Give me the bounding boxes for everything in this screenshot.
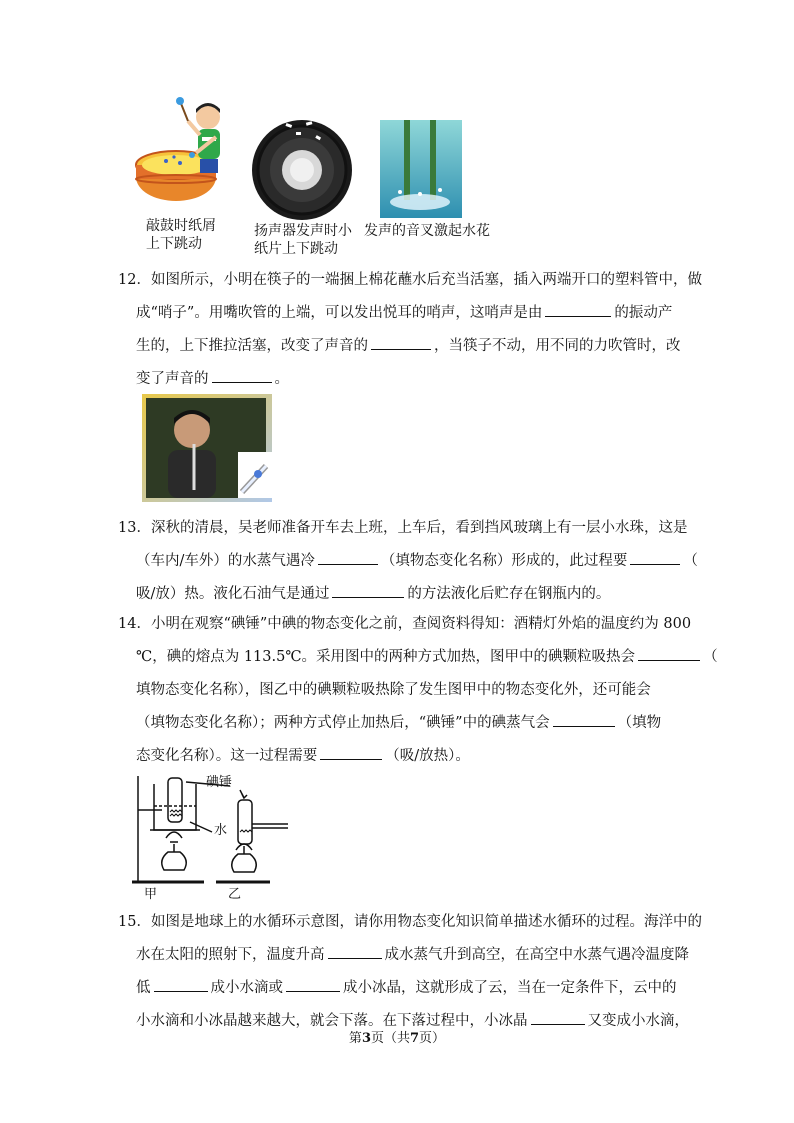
footer-text: 页（共: [370, 1031, 410, 1046]
answer-blank-9[interactable]: [320, 744, 382, 760]
page-number: 3: [361, 1031, 371, 1046]
footer-text: 第: [348, 1031, 362, 1046]
q12-text: 。: [274, 371, 289, 387]
caption-speaker: [254, 222, 352, 258]
q13-text: （填物态变化名称）形成的，此过程要: [380, 553, 628, 569]
total-pages: 7: [410, 1031, 420, 1046]
question-15: [118, 906, 702, 1038]
answer-blank-5[interactable]: [630, 549, 680, 565]
caption-tuning-fork: 发声的音叉激起水花: [364, 223, 490, 239]
q12-text: 生的，上下推拉活塞，改变了声音的: [136, 338, 368, 354]
figure-tuning-fork: [380, 120, 462, 218]
q12-text: 成“哨子”。用嘴吹管的上端，可以发出悦耳的哨声，这哨声是由: [136, 305, 543, 321]
answer-blank-2[interactable]: [371, 334, 431, 350]
whistle-boy-photo: [142, 394, 272, 502]
answer-blank-12[interactable]: [286, 976, 340, 992]
q15-line2: [118, 939, 689, 972]
question-12: [118, 264, 702, 396]
q14-line5: [118, 740, 678, 773]
label-water: 水: [214, 823, 228, 838]
caption-drum: [146, 217, 216, 253]
figure-drum: [130, 95, 240, 215]
answer-blank-8[interactable]: [553, 711, 615, 727]
caption-speaker-line1: 扬声器发声时小: [254, 223, 352, 239]
answer-blank-3[interactable]: [212, 367, 272, 383]
answer-blank-7[interactable]: [638, 645, 700, 661]
q14-line3: 填物态变化名称），图乙中的碘颗粒吸热除了发生图甲中的物态变化外，还可能会: [136, 682, 651, 698]
q14-text: ℃，碘的熔点为 113.5℃。采用图中的两种方式加热，图甲中的碘颗粒吸热会: [136, 649, 636, 665]
q12-text: 变了声音的: [136, 371, 209, 387]
q14-text: （: [703, 649, 718, 665]
q14-line1: 14．小明在观察“碘锤”中碘的物态变化之前，查阅资料得知：酒精灯外焰的温度约为 800: [118, 616, 692, 632]
caption-drum-line1: 敲鼓时纸屑: [146, 218, 216, 234]
answer-blank-4[interactable]: [318, 549, 378, 565]
q12-text: 的振动产: [614, 305, 673, 321]
drum-boy-illustration: [130, 95, 240, 215]
q14-text: （填物: [617, 715, 662, 731]
q14-text: （填物态变化名称）；两种方式停止加热后，“碘锤”中的碘蒸气会: [136, 715, 550, 731]
q13-text: 的方法液化后贮存在钢瓶内的。: [407, 586, 611, 602]
label-yi: 乙: [228, 887, 242, 902]
q12-line3: [118, 330, 681, 363]
page-footer: [0, 1027, 794, 1046]
q15-text: 低: [136, 980, 151, 996]
q13-text: （: [683, 553, 698, 569]
tuning-fork-water-illustration: [380, 120, 462, 218]
q14-line2: [118, 641, 718, 674]
q14-text: （吸/放热）。: [385, 748, 470, 764]
question-13: [118, 512, 698, 611]
speaker-illustration: [246, 118, 358, 222]
q15-line1: 15．如图是地球上的水循环示意图，请你用物态变化知识简单描述水循环的过程。海洋中的: [118, 914, 702, 930]
q12-line1: 12．如图所示，小明在筷子的一端捆上棉花蘸水后充当活塞，插入两端开口的塑料管中，做: [118, 272, 702, 288]
q12-text: ，当筷子不动，用不同的力吹管时，改: [434, 338, 681, 354]
label-iodine-hammer: 碘锤: [206, 775, 233, 790]
q15-text: 成小水滴或: [210, 980, 283, 996]
q15-text: 成水蒸气升到高空，在高空中水蒸气遇冷温度降: [384, 947, 689, 963]
answer-blank-11[interactable]: [154, 976, 208, 992]
question-14: [118, 608, 718, 773]
label-jia: 甲: [144, 887, 158, 902]
answer-blank-10[interactable]: [328, 943, 382, 959]
q12-line4: [118, 363, 678, 396]
q15-text: 又变成小水滴，: [587, 1013, 689, 1029]
q15-text: 成小冰晶，这就形成了云，当在一定条件下，云中的: [343, 980, 677, 996]
answer-blank-6[interactable]: [332, 582, 404, 598]
answer-blank-13[interactable]: [531, 1009, 585, 1025]
q13-line2: [118, 545, 698, 578]
figure-speaker: [246, 118, 358, 222]
footer-text: 页）: [419, 1031, 446, 1046]
q13-text: 吸/放）热。液化石油气是通过: [136, 586, 330, 602]
q13-text: （车内/车外）的水蒸气遇冷: [136, 553, 315, 569]
q13-line3: [118, 578, 678, 611]
q13-line1: 13．深秋的清晨，吴老师准备开车去上班，上车后，看到挡风玻璃上有一层小水珠，这是: [118, 520, 688, 536]
q14-text: 态变化名称）。这一过程需要: [136, 748, 318, 764]
q12-line2: [118, 297, 678, 330]
caption-drum-line2: 上下跳动: [146, 236, 202, 252]
answer-blank-1[interactable]: [545, 301, 611, 317]
figure-iodine-hammer: [130, 770, 300, 904]
q15-text: 水在太阳的照射下，温度升高: [136, 947, 325, 963]
figure-whistle-boy: [142, 394, 272, 502]
q15-line3: [118, 972, 678, 1005]
caption-speaker-line2: 纸片上下跳动: [254, 241, 338, 257]
q14-line4: [118, 707, 678, 740]
q15-text: 小水滴和小冰晶越来越大，就会下落。在下落过程中，小冰晶: [136, 1013, 528, 1029]
